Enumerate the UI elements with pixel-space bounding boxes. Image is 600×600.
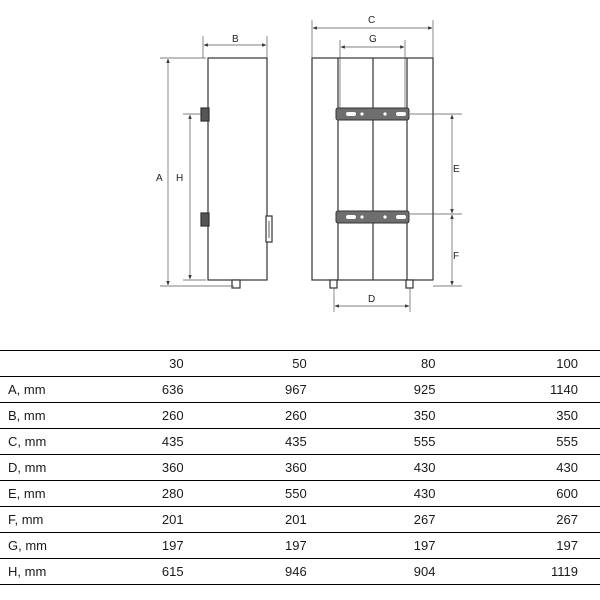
table-cell: 636 — [95, 377, 184, 403]
back-pipe-right — [406, 280, 413, 288]
label-b: B — [232, 34, 239, 45]
table-cell: 260 — [95, 403, 184, 429]
table-cell: 1119 — [436, 559, 600, 585]
side-view — [201, 58, 272, 288]
table-row — [0, 377, 600, 403]
table-cell: 430 — [307, 455, 436, 481]
table-cell: 267 — [436, 507, 600, 533]
table-cell: 435 — [184, 429, 307, 455]
lower-wall-bracket — [336, 211, 409, 223]
label-h: H — [176, 173, 184, 184]
header-cell: 50 — [184, 351, 307, 377]
table-cell: 280 — [95, 481, 184, 507]
label-f: F — [453, 251, 460, 262]
row-label: D, mm — [0, 455, 95, 481]
table-cell: 925 — [307, 377, 436, 403]
table-cell: 350 — [307, 403, 436, 429]
dimensions-table — [0, 350, 600, 585]
table-cell: 946 — [184, 559, 307, 585]
header-cell — [0, 351, 95, 377]
upper-mount-bracket — [201, 108, 209, 121]
table-row — [0, 533, 600, 559]
label-a: A — [156, 173, 163, 184]
table-cell: 360 — [184, 455, 307, 481]
side-pipe — [232, 280, 240, 288]
table-cell: 430 — [307, 481, 436, 507]
table-cell: 550 — [184, 481, 307, 507]
table-cell: 555 — [307, 429, 436, 455]
table-cell: 555 — [436, 429, 600, 455]
row-label: B, mm — [0, 403, 95, 429]
table-cell: 197 — [436, 533, 600, 559]
tank-side-body — [208, 58, 267, 280]
header-cell: 30 — [95, 351, 184, 377]
table-cell: 350 — [436, 403, 600, 429]
table-row — [0, 429, 600, 455]
table-cell: 201 — [95, 507, 184, 533]
label-d: D — [368, 294, 376, 305]
table-row — [0, 455, 600, 481]
label-c: C — [368, 15, 376, 26]
table-cell: 435 — [95, 429, 184, 455]
back-view — [312, 58, 433, 288]
row-label: G, mm — [0, 533, 95, 559]
header-cell: 80 — [307, 351, 436, 377]
row-label: A, mm — [0, 377, 95, 403]
table-cell: 600 — [436, 481, 600, 507]
lower-mount-bracket — [201, 213, 209, 226]
back-pipe-left — [330, 280, 337, 288]
row-label: H, mm — [0, 559, 95, 585]
table-cell: 197 — [184, 533, 307, 559]
table-cell: 197 — [307, 533, 436, 559]
table-cell: 615 — [95, 559, 184, 585]
header-cell: 100 — [436, 351, 600, 377]
row-label: F, mm — [0, 507, 95, 533]
table-cell: 1140 — [436, 377, 600, 403]
table-row — [0, 559, 600, 585]
table-cell: 360 — [95, 455, 184, 481]
label-e: E — [453, 164, 460, 175]
table-row — [0, 507, 600, 533]
table-cell: 967 — [184, 377, 307, 403]
table-cell: 201 — [184, 507, 307, 533]
table-cell: 197 — [95, 533, 184, 559]
table-row — [0, 403, 600, 429]
row-label: E, mm — [0, 481, 95, 507]
table-cell: 260 — [184, 403, 307, 429]
table-cell: 430 — [436, 455, 600, 481]
table-cell: 904 — [307, 559, 436, 585]
upper-wall-bracket — [336, 108, 409, 120]
table-row — [0, 481, 600, 507]
label-g: G — [369, 34, 377, 45]
table-header-row — [0, 351, 600, 377]
row-label: C, mm — [0, 429, 95, 455]
table-cell: 267 — [307, 507, 436, 533]
